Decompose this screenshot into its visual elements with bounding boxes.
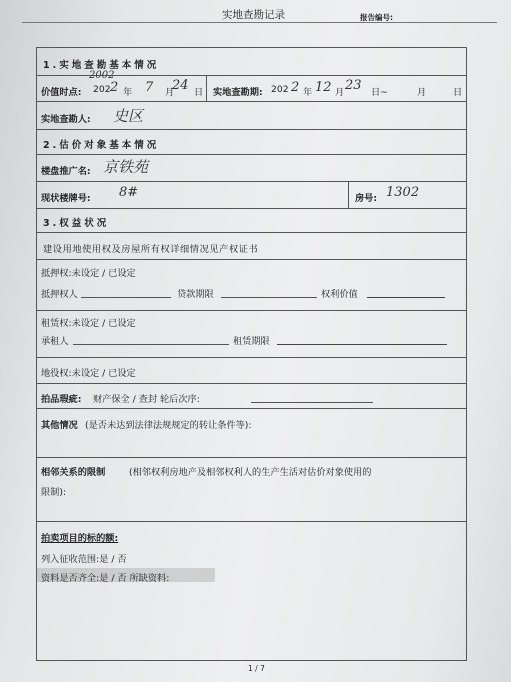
auction-defect-row: [37, 383, 466, 408]
survey-year-unit: 年: [303, 87, 313, 98]
survey-month-unit: 月: [335, 87, 345, 98]
section-2-heading: 2.估价对象基本情况: [43, 140, 160, 151]
valuation-time-label: 价值时点:: [41, 87, 82, 98]
survey-year-handwritten: 2: [291, 80, 300, 95]
header-rule: [22, 22, 497, 23]
survey-day-unit: 日~: [371, 87, 388, 98]
lease-term-label: 租赁期限: [233, 336, 270, 347]
section-1-heading: 1.实地查勘基本情况: [43, 60, 160, 71]
building-number-row: [37, 181, 466, 208]
day-handwritten: 24: [172, 78, 189, 93]
year-unit: 年: [123, 87, 133, 98]
room-number-value: 1302: [386, 185, 420, 200]
lease-status: 租赁权:未设定 / 已设定: [41, 318, 136, 329]
neighbor-restriction-text-2: 限制):: [41, 487, 67, 498]
end-day-unit: 日: [453, 87, 463, 98]
surveyor-row: [37, 101, 466, 129]
year-printed: 202: [93, 84, 111, 95]
section-2-row: [37, 129, 466, 154]
property-name-value: 京铁苑: [103, 158, 149, 176]
document-title: 实地查勘记录: [222, 9, 285, 21]
month-unit: 月: [165, 87, 175, 98]
cell-divider: [206, 76, 207, 102]
neighbor-restriction-row: [37, 457, 466, 521]
end-month-unit: 月: [417, 87, 427, 98]
lease-row: [37, 310, 466, 357]
property-name-row: [37, 154, 466, 181]
right-value-label: 权利价值: [321, 289, 358, 300]
documents-status: 资料是否齐全:是 / 否 所缺资料:: [41, 573, 170, 584]
year-handwritten: 2: [110, 80, 119, 95]
year-handwritten-top: 2002: [89, 70, 115, 81]
priority-blank: [251, 402, 373, 403]
cell-divider: [348, 182, 349, 209]
other-conditions-row: [37, 408, 466, 457]
lessee-label: 承租人: [41, 336, 69, 347]
neighbor-restriction-label: 相邻关系的限制: [41, 467, 106, 478]
surveyor-label: 实地查勘人:: [41, 114, 91, 125]
room-number-label: 房号:: [355, 193, 378, 204]
valuation-date-row: [37, 70, 466, 101]
auction-defect-text: 财产保全 / 查封 轮后次序:: [93, 394, 200, 405]
survey-month-handwritten: 12: [315, 80, 332, 95]
day-unit: 日: [194, 87, 204, 98]
expropriation-status: 列入征收范围:是 / 否: [41, 554, 127, 565]
lessee-blank: [73, 344, 229, 345]
ownership-cert-row: [37, 232, 466, 259]
mortgage-row: [37, 259, 466, 310]
easement-status: 地役权:未设定 / 已设定: [41, 368, 136, 379]
survey-day-handwritten: 23: [345, 78, 362, 93]
loan-term-blank: [221, 297, 317, 298]
building-number-label: 现状楼牌号:: [41, 193, 91, 204]
property-name-label: 楼盘推广名:: [41, 166, 91, 177]
mortgagee-blank: [81, 297, 171, 298]
ownership-cert-note: 建设用地使用权及房屋所有权详细情况见产权证书: [43, 244, 259, 255]
building-number-value: 8#: [119, 185, 139, 200]
loan-term-label: 贷款期限: [177, 289, 214, 300]
report-number-label: 报告编号:: [360, 13, 393, 22]
auction-target-row: [37, 521, 466, 662]
other-conditions-label: 其他情况: [41, 420, 78, 431]
right-value-blank: [367, 297, 445, 298]
mortgagee-label: 抵押权人: [41, 289, 78, 300]
section-3-row: [37, 208, 466, 232]
mortgage-status: 抵押权:未设定 / 已设定: [41, 268, 136, 279]
auction-target-label: 拍卖项目的标的额:: [41, 533, 119, 544]
easement-row: [37, 357, 466, 383]
month-handwritten: 7: [145, 80, 154, 95]
survey-period-label: 实地查勘期:: [213, 87, 263, 98]
neighbor-restriction-text: (相邻权利房地产及相邻权利人的生产生活对估价对象使用的: [129, 467, 372, 478]
section-3-heading: 3.权益状况: [43, 218, 110, 229]
survey-year-printed: 202: [271, 84, 289, 95]
page-number: 1 / 7: [248, 664, 265, 673]
lease-term-blank: [277, 344, 447, 345]
auction-defect-label: 拍品瑕疵:: [41, 394, 82, 405]
survey-form: [36, 47, 467, 661]
surveyor-signature: 史区: [113, 107, 144, 125]
other-conditions-text: (是否未达到法律法规规定的转让条件等):: [85, 420, 252, 431]
